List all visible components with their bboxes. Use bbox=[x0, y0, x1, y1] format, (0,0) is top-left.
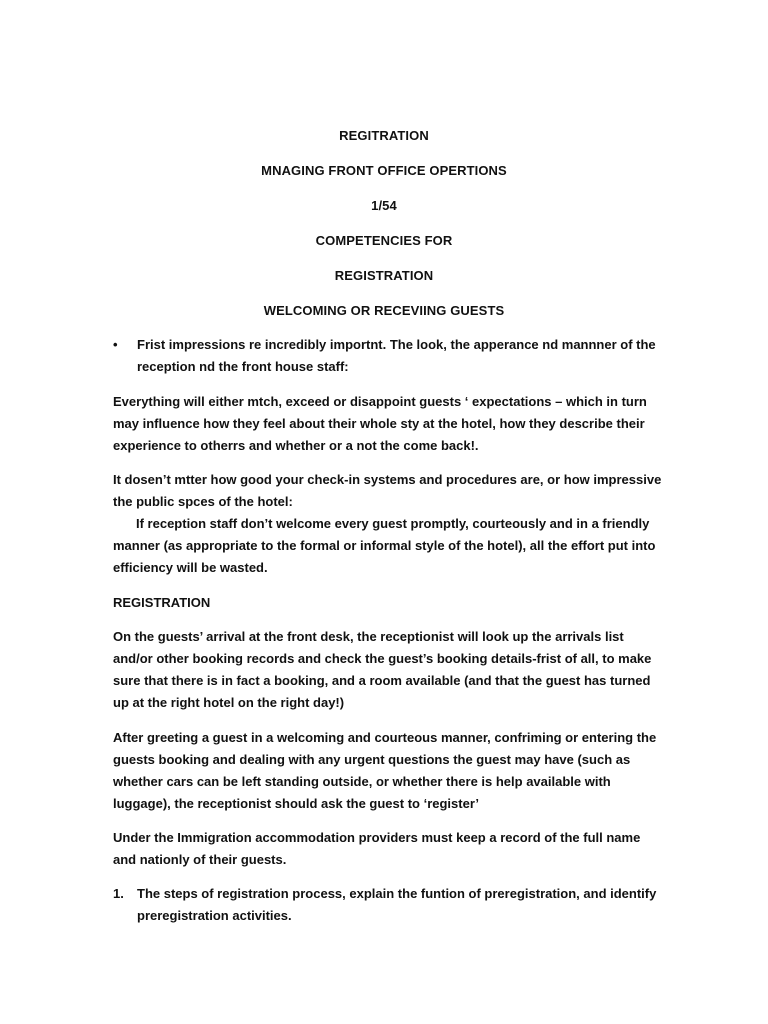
text-line: luggage), the receptionist should ask the guest to ‘register’ bbox=[113, 796, 479, 811]
text-line: the public spces of the hotel: bbox=[113, 494, 293, 509]
text-line: Frist impressions re incredibly importnt. The look, the apperance nd mannner of the bbox=[137, 337, 656, 352]
paragraph-check-in bbox=[113, 469, 678, 579]
text-line: up at the right hotel on the right day!) bbox=[113, 695, 345, 710]
text-line: and/or other booking records and check the guest’s booking details-frist of all, to make bbox=[113, 651, 652, 666]
list-number: 1. bbox=[113, 886, 124, 901]
bullet-paragraph bbox=[137, 334, 677, 378]
registration-section-heading: REGISTRATION bbox=[113, 595, 211, 610]
text-line: After greeting a guest in a welcoming and courteous manner, confriming or entering the bbox=[113, 730, 657, 745]
text-line: and nationly of their guests. bbox=[113, 852, 287, 867]
competencies-heading: COMPETENCIES FOR bbox=[315, 233, 453, 248]
paragraph-immigration bbox=[113, 827, 678, 871]
paragraph-expectations bbox=[113, 391, 678, 457]
text-line: efficiency will be wasted. bbox=[113, 560, 268, 575]
text-line: experience to otherrs and whether or a not the come back!. bbox=[113, 438, 479, 453]
text-line: sure that there is in fact a booking, and a room available (and that the guest has turned bbox=[113, 673, 651, 688]
paragraph-greeting bbox=[113, 727, 678, 815]
text-line: reception nd the front house staff: bbox=[137, 359, 349, 374]
text-line: Everything will either mtch, exceed or disappoint guests ‘ expectations – which in turn bbox=[113, 394, 647, 409]
list-item bbox=[137, 883, 677, 927]
welcoming-heading: WELCOMING OR RECEVIING GUESTS bbox=[263, 303, 505, 318]
text-line: manner (as appropriate to the formal or informal style of the hotel), all the effort put into bbox=[113, 538, 656, 553]
paragraph-arrival bbox=[113, 626, 678, 714]
text-line: guests booking and dealing with any urgent questions the guest may have (such as bbox=[113, 752, 631, 767]
text-line: On the guests’ arrival at the front desk, the receptionist will look up the arrivals list bbox=[113, 629, 624, 644]
course-title: MNAGING FRONT OFFICE OPERTIONS bbox=[261, 163, 507, 178]
text-line: The steps of registration process, explain the funtion of preregistration, and identify bbox=[137, 886, 657, 901]
registration-heading: REGISTRATION bbox=[334, 268, 434, 283]
text-line: If reception staff don’t welcome every guest promptly, courteously and in a friendly bbox=[136, 516, 650, 531]
bullet-icon: • bbox=[113, 337, 118, 352]
text-line: whether cars can be left standing outside, or whether there is help available with bbox=[113, 774, 611, 789]
text-line: Under the Immigration accommodation providers must keep a record of the full name bbox=[113, 830, 641, 845]
text-line: preregistration activities. bbox=[137, 908, 292, 923]
text-line: It dosen’t mtter how good your check-in systems and procedures are, or how impressive bbox=[113, 472, 662, 487]
page-number: 1/54 bbox=[371, 198, 397, 213]
document-title: REGITRATION bbox=[339, 128, 429, 143]
text-line: may influence how they feel about their whole sty at the hotel, how they describe their bbox=[113, 416, 645, 431]
